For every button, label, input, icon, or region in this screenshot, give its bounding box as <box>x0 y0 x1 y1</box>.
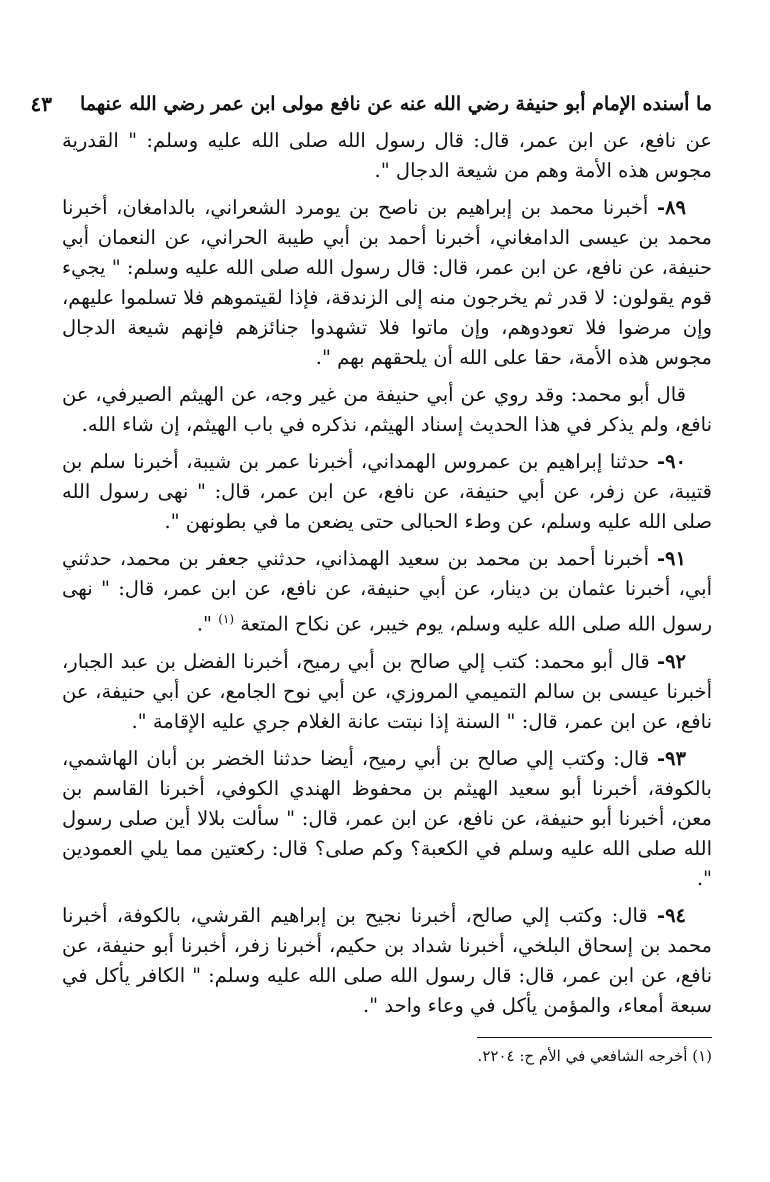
hadith-number: ٨٩- <box>656 196 686 219</box>
hadith-number: ٩٤- <box>656 903 687 927</box>
paragraph-text: قال أبو محمد: كتب إلي صالح بن أبي رميح، أخبرنا الفضل بن عبد الجبار، أخبرنا عيسى بن سالم التميمي المروزي، عن أبي نوح الجامع، عن أبي حنيفة، عن نافع، عن ابن عمر، قال: " السنة إذا نبتت عانة الغلام جري عليه الإقامة ". <box>62 649 712 733</box>
hadith-entry <box>62 744 712 894</box>
paragraph-text: أخبرنا أحمد بن محمد بن سعيد الهمذاني، حدثني جعفر بن محمد، حدثني أبي، أخبرنا عثمان بن دينار، عن أبي حنيفة، عن نافع، عن ابن عمر، قال: " نهى رسول الله صلى الله عليه وسلم، يوم خيبر، عن نكاح المتعة <box>62 547 712 636</box>
hadith-number: ٩١- <box>656 547 686 570</box>
paragraph-text: عن نافع، عن ابن عمر، قال: قال رسول الله صلى الله عليه وسلم: " القدرية مجوس هذه الأمة وهم من شيعة الدجال ". <box>62 129 712 182</box>
hadith-entry <box>62 901 712 1021</box>
hadith-number: ٩٢- <box>656 649 687 673</box>
hadith-entry <box>62 193 712 373</box>
paragraph-text: حدثنا إبراهيم بن عمروس الهمداني، أخبرنا عمر بن شيبة، أخبرنا سلم بن قتيبة، عن زفر، عن أبي حنيفة، عن نافع، عن ابن عمر، قال: " نهى رسول الله صلى الله عليه وسلم، عن وطء الحبالى حتى يضعن ما في بطونهن ". <box>62 450 712 533</box>
paragraph <box>62 380 712 440</box>
footnote-divider <box>477 1037 712 1038</box>
footnote-reference: (١) <box>218 612 235 626</box>
footnote: (١) أخرجه الشافعي في الأم ح: ٢٢٠٤. <box>477 1046 712 1065</box>
paragraph-text: قال: وكتب إلي صالح بن أبي رميح، أيضا حدثنا الخضر بن أبان الهاشمي، بالكوفة، أخبرنا أبو سعيد الهيثم بن محفوظ الهندي الكوفي، أخبرنا القاسم بن معن، أخبرنا أبو حنيفة، عن نافع، عن ابن عمر، قال: " سألت بلالا أين صلى رسول الله صلى الله عليه وسلم في الكعبة؟ وكم صلى؟ قال: ركعتين مما يلي العمودين ". <box>62 746 712 890</box>
hadith-entry <box>62 447 712 537</box>
paragraph <box>62 126 712 186</box>
running-header <box>30 86 712 122</box>
paragraph-text: قال أبو محمد: وقد روي عن أبي حنيفة من غير وجه، عن الهيثم الصيرفي، عن نافع، ولم يذكر في هذا الحديث إسناد الهيثم، نذكره في باب الهيثم، إن شاء الله. <box>62 383 712 436</box>
paragraph-text: قال: وكتب إلي صالح، أخبرنا نجيح بن إبراهيم القرشي، بالكوفة، أخبرنا محمد بن إسحاق البلخي، أخبرنا شداد بن حكيم، أخبرنا زفر، أخبرنا أبو حنيفة، عن نافع، عن ابن عمر، قال: قال رسول الله صلى الله عليه وسلم: " الكافر يأكل في سبعة أمعاء، والمؤمن يأكل في وعاء واحد ". <box>62 903 712 1017</box>
header-title: ما أسنده الإمام أبو حنيفة رضي الله عنه عن نافع مولى ابن عمر رضي الله عنهما <box>79 93 712 115</box>
hadith-number: ٩٠- <box>656 450 687 473</box>
book-page <box>30 86 712 1068</box>
body-text <box>62 126 712 1021</box>
hadith-entry <box>62 544 712 640</box>
hadith-number: ٩٣- <box>656 746 686 770</box>
hadith-entry <box>62 647 712 737</box>
page-number: ٤٣ <box>30 92 52 116</box>
paragraph-tail: ". <box>196 612 213 636</box>
paragraph-text: أخبرنا محمد بن إبراهيم بن ناصح بن يومرد الشعراني، بالدامغان، أخبرنا محمد بن عيسى الدامغاني، أخبرنا أحمد بن أبي طيبة الحراني، عن النعمان أبي حنيفة، عن نافع، عن ابن عمر، قال: قال رسول الله صلى الله عليه وسلم: " يجيء قوم يقولون: لا قدر ثم يخرجون منه إلى الزندقة، فإذا لقيتموهم فلا تسلموا عليهم، وإن مرضوا فلا تعودوهم، وإن ماتوا فلا تشهدوا جنائزهم فإنهم شيعة الدجال مجوس هذه الأمة، حقا على الله أن يلحقهم بهم ". <box>62 196 712 369</box>
